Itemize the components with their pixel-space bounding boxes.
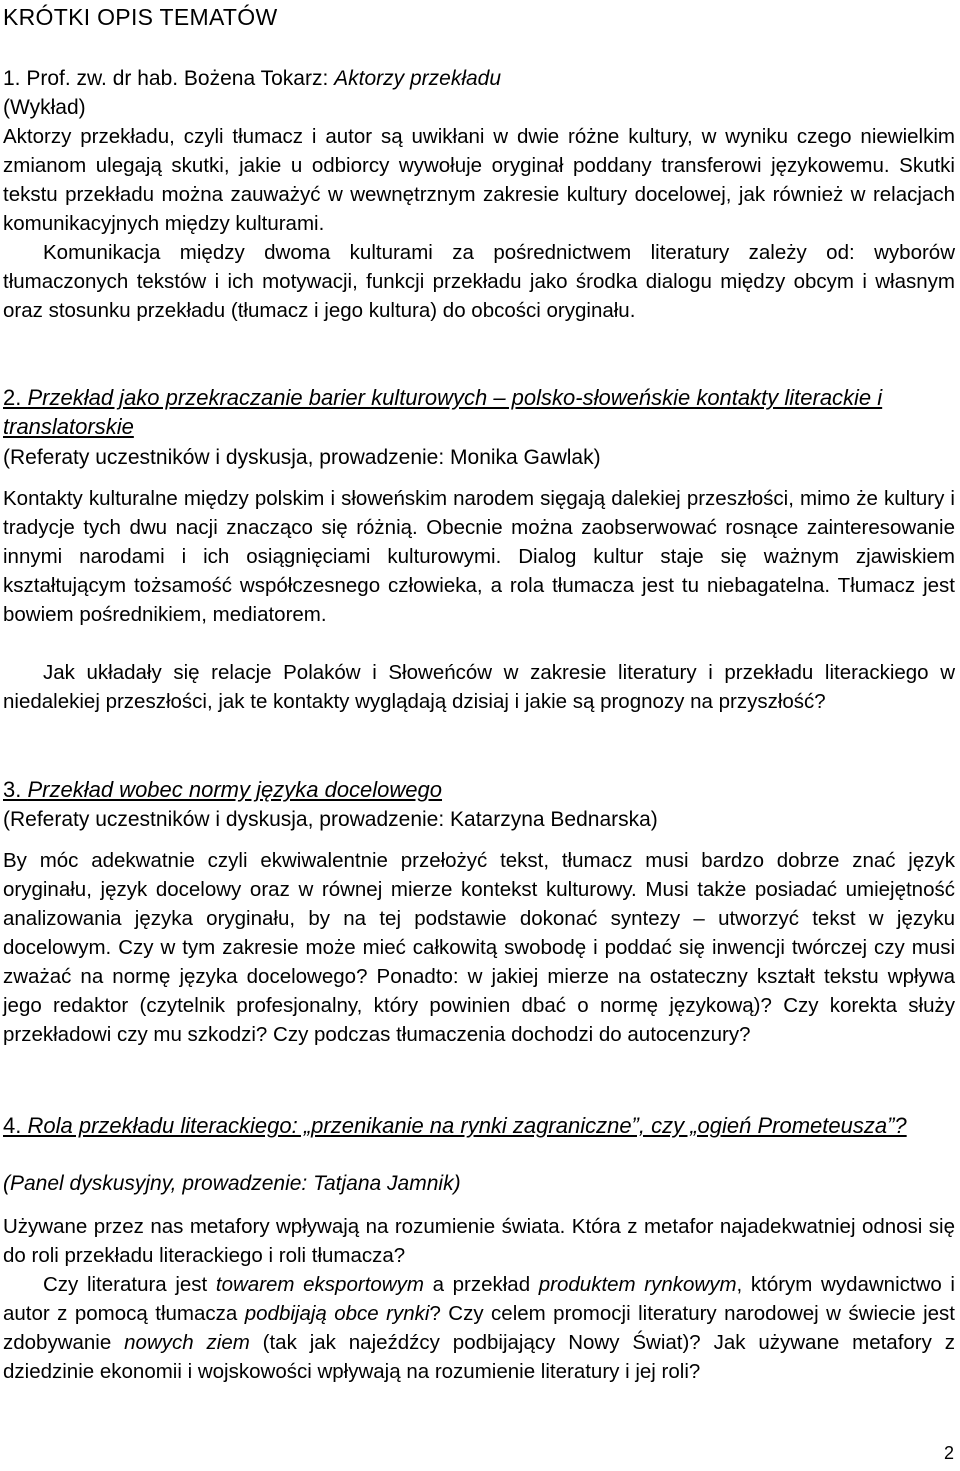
section-3-heading (3, 775, 955, 804)
s4-p2-text-4: ? Czy celem promocji literatury narodowej w świecie jest zdobywanie (3, 1302, 955, 1354)
section-3-number: 3. (3, 777, 28, 802)
section-1 (3, 64, 955, 325)
section-4-paragraph-1: Używane przez nas metafory wpływają na rozumienie świata. Która z metafor najadekwatniej odnosi się do roli przekładu literackiego i roli tłumacza? (3, 1215, 955, 1267)
s4-p2-italic-podbijaja: podbijają obce rynki (244, 1302, 430, 1325)
section-4-heading (3, 1111, 955, 1140)
s4-p2-text-1: Czy literatura jest (43, 1273, 216, 1296)
section-2-paragraph-1: Kontakty kulturalne między polskim i słoweńskim narodem sięgają dalekiej przeszłości, mimo że kultury i tradycje tych dwu nacji znacząco się różnią. Obecnie można zaobserwować rosnące zainteresowanie innymi narodami i ich osiągnięciami kulturowymi. Dialog kultur staje się ważnym zjawiskiem kształtującym tożsamość współczesnego człowieka, a rola tłumacza jest tu niebagatelna. Tłumacz jest bowiem pośrednikiem, mediatorem. (3, 487, 955, 626)
s4-p2-italic-nowych-ziem: nowych ziem (124, 1331, 250, 1354)
section-1-heading (3, 64, 955, 93)
page-number: 2 (943, 1443, 954, 1463)
section-2-subtitle: (Referaty uczestników i dyskusja, prowadzenie: Monika Gawlak) (3, 446, 601, 469)
s4-p2-text-5: (tak jak najeźdźcy podbijający Nowy Świat)? Jak używane metafory z dziedzinie ekonomii i wojskowości wpływają na rozumienie literatury i jej roli? (3, 1331, 955, 1383)
s4-p2-italic-towarem: towarem eksportowym (215, 1273, 424, 1296)
section-1-number-author: 1. Prof. zw. dr hab. Bożena Tokarz: (3, 67, 335, 90)
section-3-subtitle: (Referaty uczestników i dyskusja, prowadzenie: Katarzyna Bednarska) (3, 808, 658, 831)
section-2-paragraph-2: Jak układały się relacje Polaków i Słoweńców w zakresie literatury i przekładu literackiego w niedalekiej przeszłości, jak te kontakty wyglądają dzisiaj i jakie są prognozy na przyszłość? (3, 661, 955, 713)
section-1-title: Aktorzy przekładu (334, 67, 502, 90)
document-title: KRÓTKI OPIS TEMATÓW (3, 4, 278, 30)
section-4-title: Rola przekładu literackiego: „przenikanie na rynki zagraniczne”, czy „ogień Prometeusza”? (27, 1113, 907, 1138)
section-4-number: 4. (3, 1113, 28, 1138)
s4-p2-italic-produktem: produktem rynkowym (538, 1273, 737, 1296)
section-1-paragraph-1: Aktorzy przekładu, czyli tłumacz i autor są uwikłani w dwie różne kultury, w wyniku czego niewielkim zmianom ulegają skutki, jakie u odbiorcy wywołuje oryginał poddany transferowi językowemu. Skutki tekstu przekładu można zauważyć w wewnętrznym zakresie kultury docelowej, jak również w relacjach komunikacyjnych między kulturami. (3, 125, 955, 235)
section-4-subtitle: (Panel dyskusyjny, prowadzenie: Tatjana Jamnik) (3, 1172, 461, 1195)
section-3-title: Przekład wobec normy języka docelowego (27, 777, 443, 802)
section-2-heading (3, 383, 955, 441)
section-2-title: Przekład jako przekraczanie barier kulturowych – polsko-słoweńskie kontakty literackie i translatorskie (3, 385, 883, 439)
section-3-paragraph-1: By móc adekwatnie czyli ekwiwalentnie przełożyć tekst, tłumacz musi bardzo dobrze znać język oryginału, język docelowy oraz w równej mierze kontekst kulturowy. Musi także posiadać umiejętność analizowania języka oryginału, by na tej podstawie dokonać syntezy – utworzyć tekst w języku docelowym. Czy w tym zakresie może mieć całkowitą swobodę i poddać się inwencji twórczej czy musi zważać na normę języka docelowego? Ponadto: w jakiej mierze na ostateczny kształt tekstu wpływa jego redaktor (czytelnik profesjonalny, który powinien dbać o normę językową)? Czy korekta służy przekładowi czy mu szkodzi? Czy podczas tłumaczenia dochodzi do autocenzury? (3, 849, 955, 1046)
s4-p2-text-2: a przekład (423, 1273, 539, 1296)
section-1-paragraph-2: Komunikacja między dwoma kulturami za pośrednictwem literatury zależy od: wyborów tłumaczonych tekstów i ich motywacji, funkcji przekładu jako środka dialogu między obcym i własnym oraz stosunku przekładu (tłumacz i jego kultura) do obcości oryginału. (3, 241, 955, 322)
section-4-paragraph-2 (3, 1270, 955, 1386)
s4-p2-text-3: , którym wydawnictwo i autor z pomocą tłumacza (3, 1273, 955, 1325)
section-2-number: 2. (3, 385, 28, 410)
section-1-type: (Wykład) (3, 96, 86, 119)
